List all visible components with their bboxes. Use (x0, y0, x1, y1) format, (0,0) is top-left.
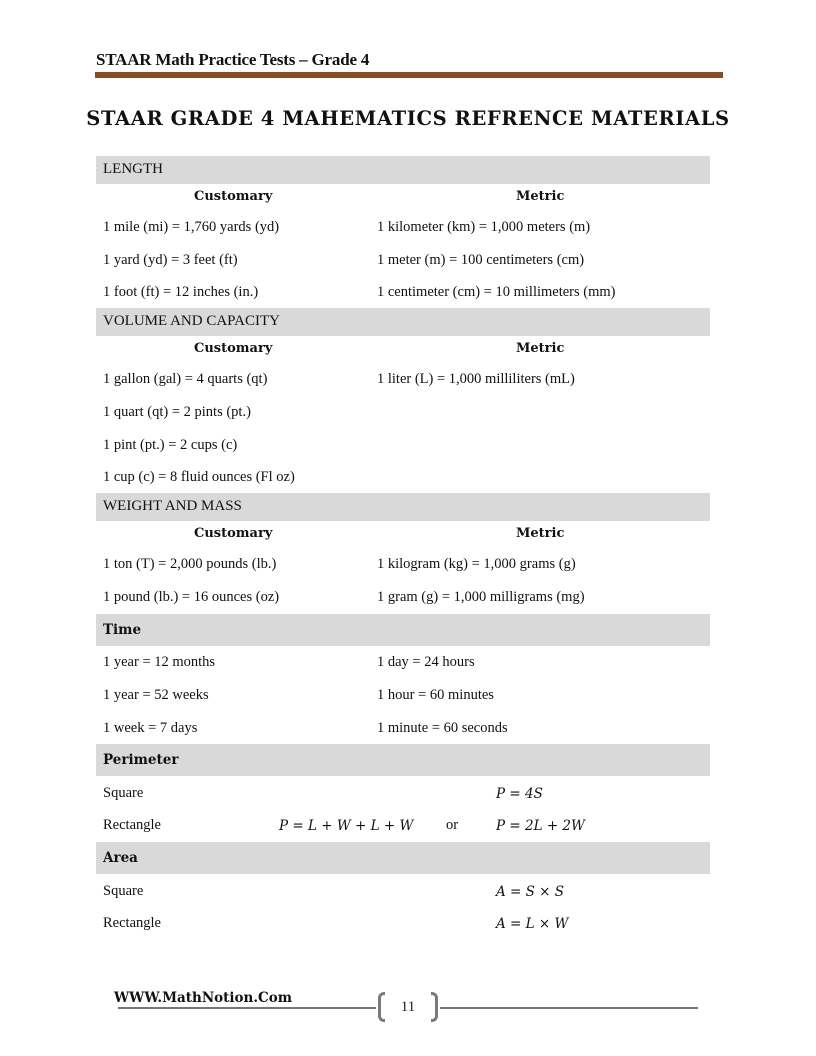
area-square-label: Square (103, 883, 144, 899)
section-title: Area (103, 850, 138, 866)
time-left-2: 1 year = 52 weeks (103, 687, 209, 703)
weight-metric-2: 1 gram (g) = 1,000 milligrams (mg) (377, 589, 585, 605)
metric-header: Metric (516, 526, 565, 541)
length-customary-2: 1 yard (yd) = 3 feet (ft) (103, 252, 238, 268)
time-right-2: 1 hour = 60 minutes (377, 687, 494, 703)
perimeter-rectangle-formula-1: P = L + W + L + W (279, 818, 414, 834)
metric-header: Metric (516, 189, 565, 204)
perimeter-rectangle-label: Rectangle (103, 817, 161, 833)
weight-customary-2: 1 pound (lb.) = 16 ounces (oz) (103, 589, 280, 605)
page-number-box (378, 992, 438, 1022)
page-number: 11 (400, 999, 416, 1015)
customary-header: Customary (194, 526, 273, 541)
perimeter-rectangle-formula-2: P = 2L + 2W (496, 818, 585, 834)
section-title: Time (103, 622, 142, 638)
section-weight (96, 493, 710, 521)
footer-rule-right (440, 1007, 698, 1009)
header-rule (95, 72, 723, 78)
section-volume (96, 308, 710, 336)
footer-website: WWW.MathNotion.Com (114, 990, 293, 1006)
length-metric-1: 1 kilometer (km) = 1,000 meters (m) (377, 219, 591, 235)
time-left-1: 1 year = 12 months (103, 654, 216, 670)
section-title: Perimeter (103, 752, 179, 768)
time-right-1: 1 day = 24 hours (377, 654, 475, 670)
customary-header: Customary (194, 341, 273, 356)
volume-customary-3: 1 pint (pt.) = 2 cups (c) (103, 437, 238, 453)
time-left-3: 1 week = 7 days (103, 720, 198, 736)
area-rectangle-formula: A = L × W (496, 916, 569, 932)
length-metric-2: 1 meter (m) = 100 centimeters (cm) (377, 252, 585, 268)
running-header: STAAR Math Practice Tests – Grade 4 (96, 50, 370, 69)
perimeter-square-formula: P = 4S (496, 786, 543, 802)
perimeter-square-label: Square (103, 785, 144, 801)
length-metric-3: 1 centimeter (cm) = 10 millimeters (mm) (377, 284, 616, 300)
length-customary-1: 1 mile (mi) = 1,760 yards (yd) (103, 219, 280, 235)
weight-metric-1: 1 kilogram (kg) = 1,000 grams (g) (377, 556, 576, 572)
volume-customary-4: 1 cup (c) = 8 fluid ounces (Fl oz) (103, 469, 295, 485)
time-right-3: 1 minute = 60 seconds (377, 720, 508, 736)
volume-customary-1: 1 gallon (gal) = 4 quarts (qt) (103, 371, 268, 387)
document-title: STAAR GRADE 4 MAHEMATICS REFRENCE MATERIALS (86, 107, 730, 130)
customary-header: Customary (194, 189, 273, 204)
section-title: WEIGHT AND MASS (103, 498, 242, 514)
section-time (96, 614, 710, 646)
section-area (96, 842, 710, 874)
length-customary-3: 1 foot (ft) = 12 inches (in.) (103, 284, 259, 300)
or-label: or (446, 817, 459, 833)
volume-metric-1: 1 liter (L) = 1,000 milliliters (mL) (377, 371, 575, 387)
section-title: LENGTH (103, 161, 163, 177)
metric-header: Metric (516, 341, 565, 356)
volume-customary-2: 1 quart (qt) = 2 pints (pt.) (103, 404, 251, 420)
footer-rule-left (118, 1007, 376, 1009)
section-perimeter (96, 744, 710, 776)
area-rectangle-label: Rectangle (103, 915, 161, 931)
section-title: VOLUME AND CAPACITY (103, 313, 280, 329)
section-length (96, 156, 710, 184)
weight-customary-1: 1 ton (T) = 2,000 pounds (lb.) (103, 556, 277, 572)
area-square-formula: A = S × S (496, 884, 565, 900)
